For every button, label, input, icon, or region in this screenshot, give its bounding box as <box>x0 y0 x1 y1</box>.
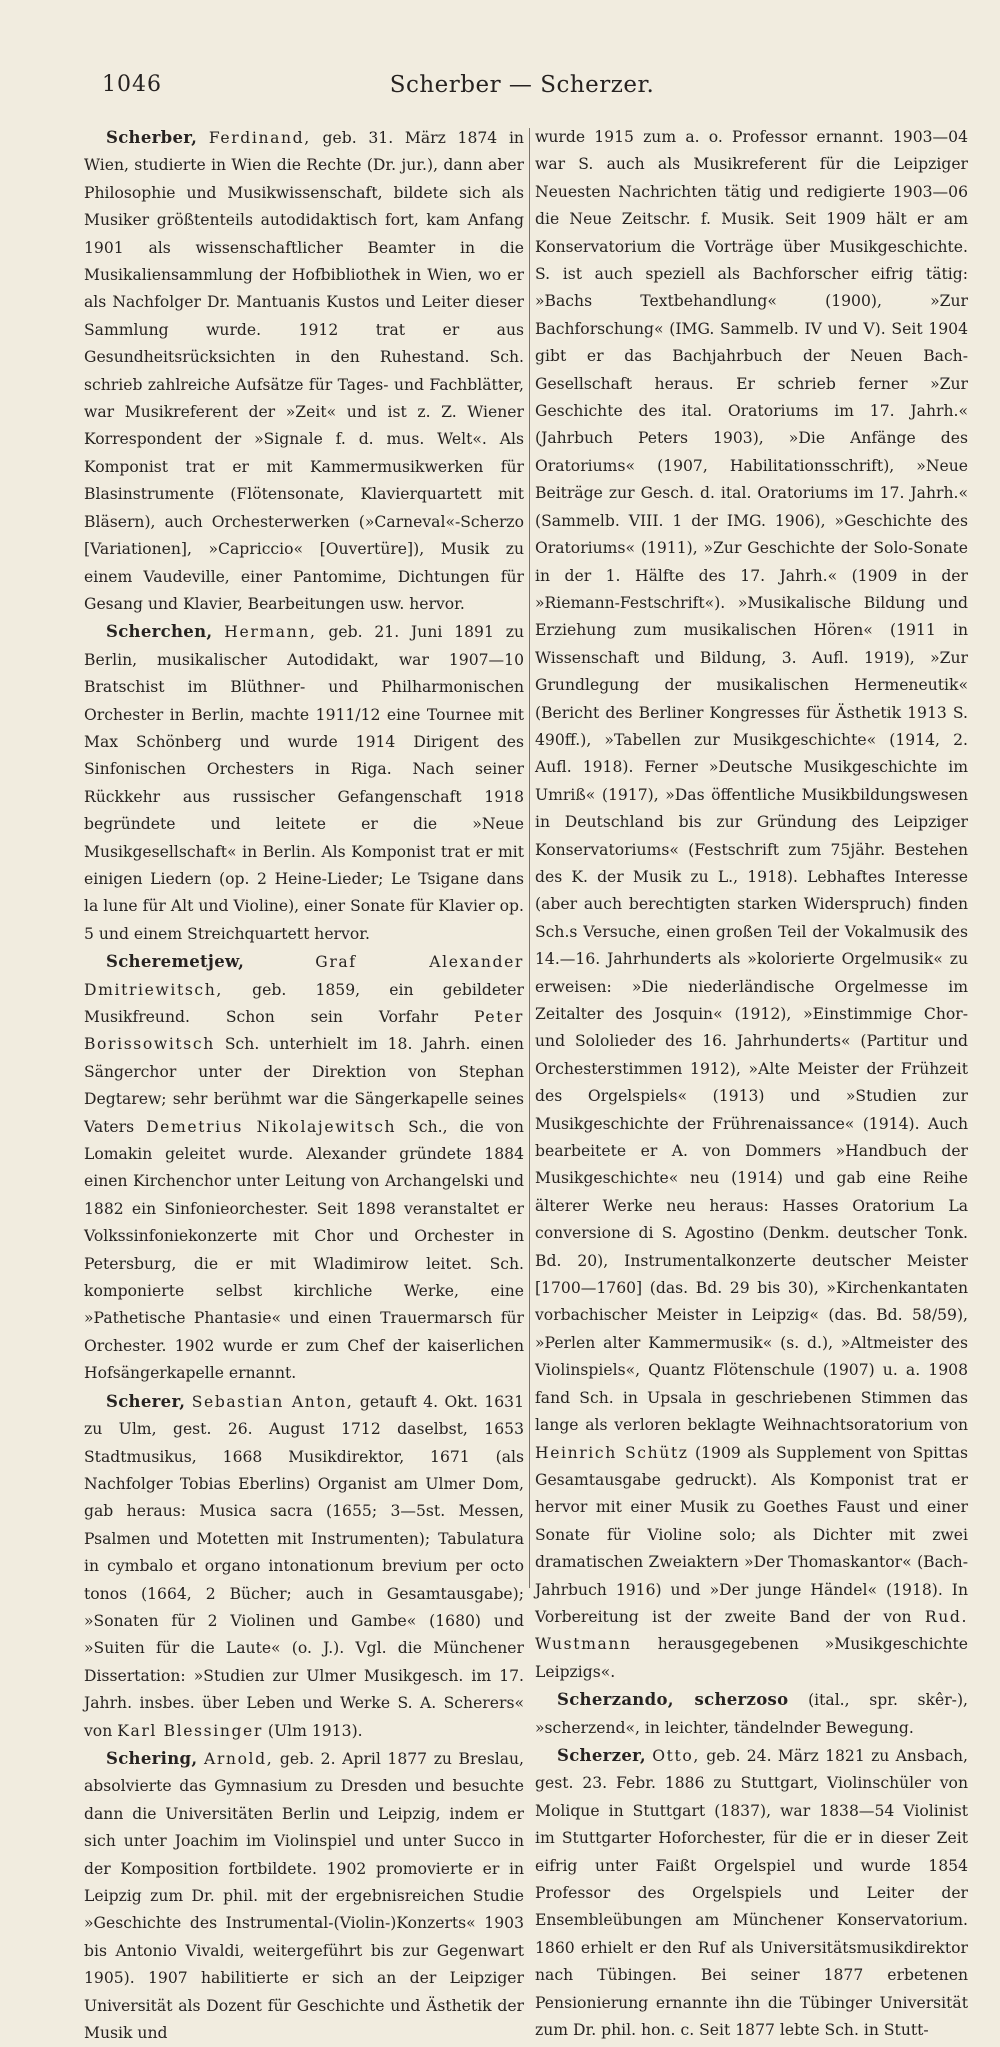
entry-given-name: Sebastian Anton, <box>191 1392 354 1411</box>
entry-text: Sch., die von Lomakin geleitet wurde. Alexander gründete 1884 einen Kirchenchor unter Leitung von Archangelski und 1882 ein Sinfonieorchester. Seit 1898 veranstaltet er Volkssinfoniekonzerte mit Chor und Orchester in Petersburg, die er mit Wladimirow leitet. Sch. komponierte selbst kirchliche Werke, eine »Pathetische Phantasie« und einen Trauermarsch für Orchester. 1902 wurde er zum Chef der kaiserlichen Hofsängerkapelle ernannt. <box>84 1117 524 1383</box>
entry-headword: Scherzando, scherzoso <box>557 1690 789 1710</box>
entry-given-name: Ferdinand, <box>208 129 311 147</box>
entry-text: geb. 1859, ein gebildeter Musikfreund. Schon sein Vorfahr <box>84 980 524 1026</box>
spaced-name: Rud. Wustmann <box>535 1607 968 1654</box>
entry-given-name: Hermann, <box>224 623 317 642</box>
entry-text: (1909 als Supplement von Spittas Gesamtausgabe gedruckt). Als Komponist trat er hervor mit einer Musik zu Goethes Faust und einer Sonate für Violine solo; als Dichter mit zwei dramatischen Zweiaktern »Der Thomaskantor« (Bach-Jahrbuch 1916) und »Der junge Händel« (1918). In Vorbereitung ist der zweite Band der von <box>535 1443 968 1626</box>
entry-text: getauft 4. Okt. 1631 zu Ulm, gest. 26. August 1712 daselbst, 1653 Stadtmusikus, 1668 Musikdirektor, 1671 (als Nachfolger Tobias Eberlins) Organist am Ulmer Dom, gab heraus: Musica sacra (1655; 3—5st. Messen, Psalmen und Motetten mit Instrumenten); Tabulatura in cymbalo et organo intonationum brevium per octo tonos (1664, 2 Bücher; auch in Gesamtausgabe); »Sonaten für 2 Violinen und Gambe« (1680) und »Suiten für die Laute« (o. J.). Vgl. die Münchener Dissertation: »Studien zur Ulmer Musikgesch. im 17. Jahrh. insbes. über Leben und Werke S. A. Scherers« von <box>84 1392 525 1740</box>
entry-text: wurde 1915 zum a. o. Professor ernannt. 1903—04 war S. auch als Musikreferent für die Leipziger Neuesten Nachrichten tätig und redigierte 1903—06 die Neue Zeitschr. f. Musik. Seit 1909 hält er am Konservatorium die Vorträge über Musikgeschichte. S. ist auch speziell als Bachforscher eifrig tätig: »Bachs Textbehandlung« (1900), »Zur Bachforschung« (IMG. Sammelb. IV und V). Seit 1904 gibt er das Bachjahrbuch der Neuen Bach-Gesellschaft heraus. Er schrieb ferner »Zur Geschichte des ital. Oratoriums im 17. Jahrh.« (Jahrbuch Peters 1903), »Die Anfänge des Oratoriums« (1907, Habilitationsschrift), »Neue Beiträge zur Gesch. d. ital. Oratoriums im 17. Jahrh.« (Sammelb. VIII. 1 der IMG. 1906), »Geschichte des Oratoriums« (1911), »Zur Geschichte der Solo-Sonate in der 1. Hälfte des 17. Jahrh.« (1909 in der »Riemann-Festschrift«). »Musikalische Bildung und Erziehung zum musikalischen Hören« (1911 in Wissenschaft und Bildung, 3. Aufl. 1919), »Zur Grundlegung der musikalischen Hermeneutik« (Bericht des Berliner Kongresses für Ästhetik 1913 S. 490ff.), »Tabellen zur Musikgeschichte« (1914, 2. Aufl. 1918). Ferner »Deutsche Musikgeschichte im Umriß« (1917), »Das öffentliche Musikbildungswesen in Deutschland bis zur Gründung des Leipziger Konservatoriums« (Festschrift zum 75jähr. Bestehen des K. der Musik zu L., 1918). Lebhaftes Interesse (aber auch berechtigten starken Widerspruch) finden Sch.s Versuche, einen großen Teil der Vokalmusik des 14.—16. Jahrhunderts als »kolorierte Orgelmusik« zu erweisen: »Die niederländische Orgelmesse im Zeitalter des Josquin« (1912), »Einstimmige Chor- und Sololieder des 16. Jahrhunderts« (Partitur und Orchesterstimmen 1912), »Alte Meister der Frühzeit des Orgelspiels« (1913) und »Studien zur Musikgeschichte der Frührenaissance« (1914). Auch bearbeitete er A. von Dommers »Handbuch der Musikgeschichte« neu (1914) und gab eine Reihe älterer Werke neu heraus: Hasses Oratorium La conversione di S. Agostino (Denkm. deutscher Tonk. Bd. 20), Instrumentalkonzerte deutscher Meister [1700—1760] (das. Bd. 29 bis 30), »Kirchenkantaten vorbachischer Meister in Leipzig« (das. Bd. 58/59), »Perlen alter Kammermusik« (s. d.), »Altmeister des Violinspiels«, Quantz Flötenschule (1907) u. a. 1908 fand Sch. in Upsala in geschriebenen Stimmen das lange als verloren beklagte Weihnachtsoratorium von <box>535 128 968 1435</box>
entry-scherchen <box>84 618 524 948</box>
spaced-name: Heinrich Schütz <box>535 1443 689 1462</box>
entry-text: geb. 21. Juni 1891 zu Berlin, musikalischer Autodidakt, war 1907—10 Bratschist im Blüthner- und Philharmonischen Orchester in Berlin, machte 1911/12 eine Tournee mit Max Schönberg und wurde 1914 Dirigent des Sinfonischen Orchesters in Riga. Nach seiner Rückkehr aus russischer Gefangenschaft 1918 begründete und leitete er die »Neue Musikgesellschaft« in Berlin. Als Komponist trat er mit einigen Liedern (op. 2 Heine-Lieder; Le Tsigane dans la lune für Alt und Violine), einer Sonate für Klavier op. 5 und einem Streichquartett hervor. <box>84 623 524 943</box>
entry-headword: Scherzer, <box>557 1745 646 1765</box>
entry-headword: Scheremetjew, <box>106 952 245 972</box>
entry-text: geb. 2. April 1877 zu Breslau, absolvierte das Gymnasium zu Dresden und besuchte dann die Universitäten Berlin und Leipzig, indem er sich unter Joachim im Violinspiel und unter Succo in der Komposition fortbildete. 1902 promovierte er in Leipzig zum Dr. phil. mit der ergebnisreichen Studie »Geschichte des Instrumental-(Violin-)Konzerts« 1903 bis Antonio Vivaldi, weitergeführt bis zur Gegenwart 1905). 1907 habilitierte er sich an der Leipziger Universität als Dozent für Geschichte und Ästhetik der Musik und <box>84 1749 524 2043</box>
entry-scherber <box>84 124 524 618</box>
entry-scherzer <box>535 1742 968 2044</box>
entry-schering-continued <box>535 124 968 1686</box>
entry-scherzando <box>535 1686 968 1742</box>
entry-text: Sch. unterhielt im 18. Jahrh. einen Sängerchor unter der Direktion von Stephan Degtarew; sehr berühmt war die Sängerkapelle seines Vaters <box>84 1035 524 1136</box>
entry-text: (ital., spr. skêr-), »scherzend«, in leichter, tändelnder Bewegung. <box>535 1691 968 1737</box>
entry-scheremetjew <box>84 948 524 1388</box>
entry-text: (Ulm 1913). <box>267 1721 363 1740</box>
column-divider <box>529 128 530 1588</box>
entry-given-name: Otto, <box>652 1746 700 1765</box>
entry-headword: Scherer, <box>106 1391 186 1411</box>
right-column <box>535 124 968 2040</box>
entry-given-name: Arnold, <box>204 1749 274 1768</box>
spaced-name: Karl Blessinger <box>117 1721 263 1740</box>
spaced-name: Demetrius Nikolajewitsch <box>146 1117 397 1136</box>
entry-text: herausgegebenen »Musikgeschichte Leipzigs«. <box>535 1635 968 1681</box>
entry-scherer <box>84 1388 524 1745</box>
page-header <box>102 72 942 108</box>
left-column <box>84 124 525 2043</box>
entry-schering <box>84 1745 524 2047</box>
entry-headword: Scherchen, <box>106 622 213 642</box>
page-number: 1046 <box>102 72 162 97</box>
running-title: Scherber — Scherzer. <box>389 72 655 98</box>
spaced-name: Peter Borissowitsch <box>84 1008 524 1054</box>
entry-text: geb. 31. März 1874 in Wien, studierte in Wien die Rechte (Dr. jur.), dann aber Philosophie und Musikwissenschaft, bildete sich als Musiker größtenteils autodidaktisch fort, kam Anfang 1901 als wissenschaftlicher Beamter in die Musikaliensammlung der Hofbibliothek in Wien, wo er als Nachfolger Dr. Mantuanis Kustos und Leiter dieser Sammlung wurde. 1912 trat er aus Gesundheitsrücksichten in den Ruhestand. Sch. schrieb zahlreiche Aufsätze für Tages- und Fachblätter, war Musikreferent der »Zeit« und ist z. Z. Wiener Korrespondent der »Signale f. d. mus. Welt«. Als Komponist trat er mit Kammermusikwerken für Blasinstrumente (Flötensonate, Klavierquartett mit Bläsern), auch Orchesterwerken (»Carneval«-Scherzo [Variationen], »Capriccio« [Ouvertüre]), Musik zu einem Vaudeville, einer Pantomime, Dichtungen für Gesang und Klavier, Bearbeitungen usw. hervor. <box>84 129 524 613</box>
entry-text: geb. 24. März 1821 zu Ansbach, gest. 23. Febr. 1886 zu Stuttgart, Violinschüler von Molique in Stuttgart (1837), war 1838—54 Violinist im Stuttgarter Hoforchester, für die er in dieser Zeit eifrig unter Faißt Orgelspiel und wurde 1854 Professor des Orgelspiels und Leiter der Ensembleübungen am Münchener Konservatorium. 1860 erhielt er den Ruf als Universitätsmusikdirektor nach Tübingen. Bei seiner 1877 erbetenen Pensionierung ernannte ihn die Tübinger Universität zum Dr. phil. hon. c. Seit 1877 lebte Sch. in Stutt- <box>535 1746 968 2040</box>
entry-given-name: Graf Alexander Dmitriewitsch, <box>84 953 524 999</box>
entry-headword: Scherber, <box>106 128 198 147</box>
entry-headword: Schering, <box>106 1748 198 1768</box>
